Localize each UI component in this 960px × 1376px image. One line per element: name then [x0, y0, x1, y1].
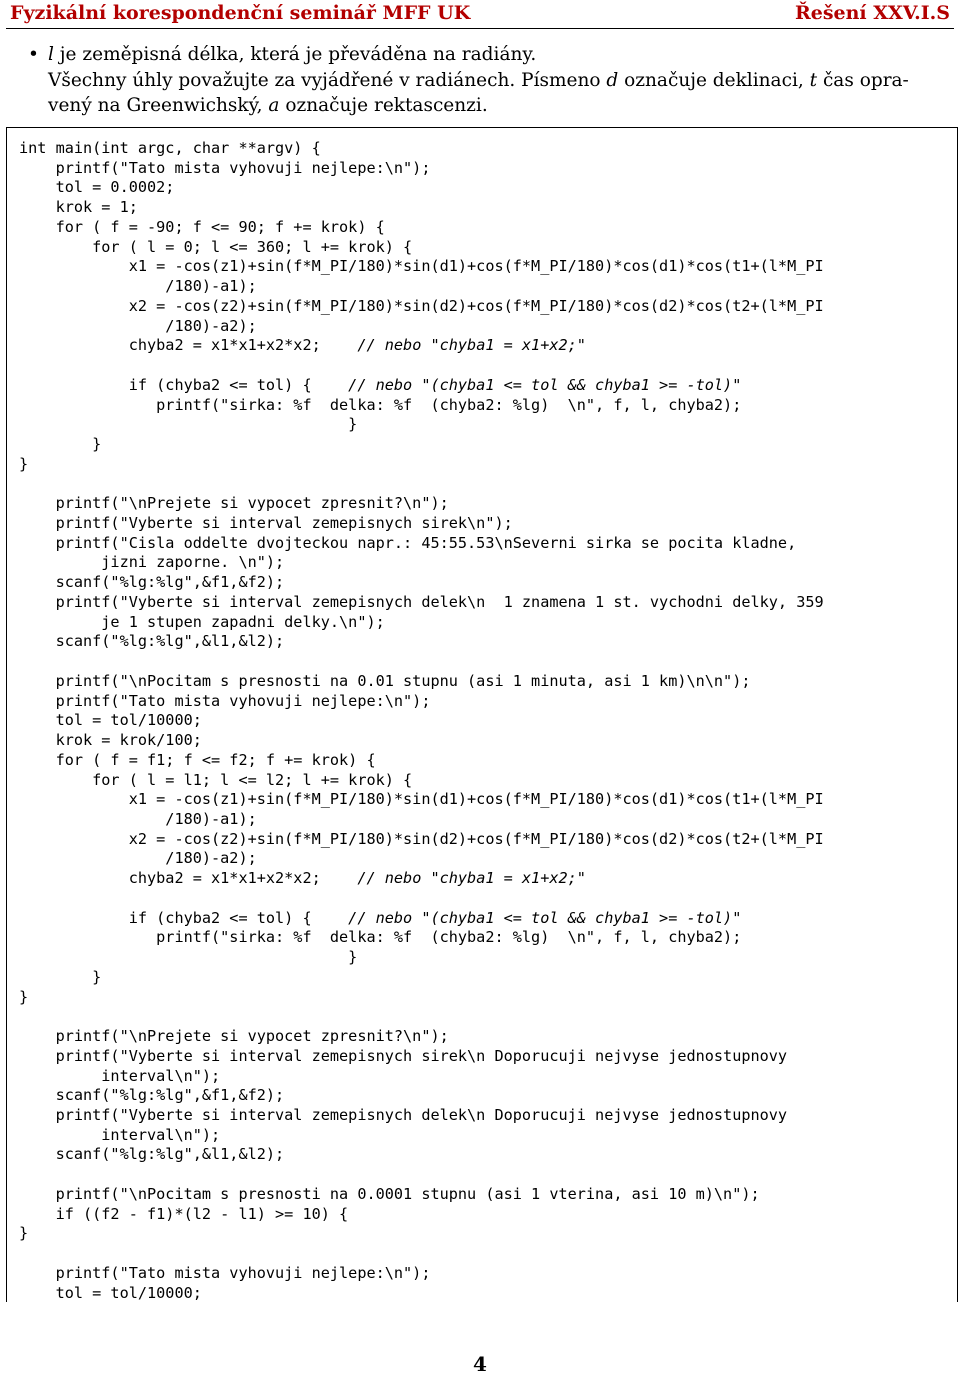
para-text-2: označuje deklinaci, [618, 70, 810, 91]
code-line [19, 849, 824, 869]
code-text: for ( l = l1; l <= l2; l += krok) { [19, 770, 413, 789]
code-line [19, 909, 824, 929]
code-line [19, 1165, 824, 1185]
para-text-4: vený na Greenwichský, [48, 95, 269, 116]
code-line [19, 1067, 824, 1087]
code-line [19, 928, 824, 948]
code-line [19, 1284, 824, 1304]
code-line [19, 613, 824, 633]
code-text: printf("Tato mista vyhovuji nejlepe:\n"); [19, 691, 431, 710]
code-text: interval\n"); [19, 1066, 221, 1085]
code-text: scanf("%lg:%lg",&f1,&f2); [19, 573, 285, 592]
code-line [19, 297, 824, 317]
code-text: tol = tol/10000; [19, 711, 202, 730]
code-text: tol = tol/10000; [19, 1283, 202, 1302]
code-line [19, 474, 824, 494]
code-text: } [19, 1224, 29, 1243]
code-line [19, 1027, 824, 1047]
code-line [19, 731, 824, 751]
code-line [19, 1145, 824, 1165]
code-text: jizni zaporne. \n"); [19, 553, 285, 572]
code-text: /180)-a1); [19, 277, 257, 296]
code-line [19, 1106, 824, 1126]
code-line [19, 1007, 824, 1027]
code-line [19, 692, 824, 712]
code-text: printf("Cisla oddelte dvojteckou napr.: 45:55.53\nSeverni sirka se pocita kladne, [19, 533, 797, 552]
code-text: printf("Tato mista vyhovuji nejlepe:\n"); [19, 1263, 431, 1282]
code-line [19, 218, 824, 238]
code-comment: // nebo "chyba1 = x1+x2;" [357, 869, 586, 888]
code-line [19, 632, 824, 652]
code-line [19, 455, 824, 475]
code-line [19, 553, 824, 573]
code-text: printf("Vyberte si interval zemepisnych sirek\n"); [19, 513, 513, 532]
code-line [19, 198, 824, 218]
code-text: } [19, 415, 358, 434]
code-text: printf("\nPocitam s presnosti na 0.01 stupnu (asi 1 minuta, asi 1 km)\n\n"); [19, 671, 751, 690]
para-text-1: Všechny úhly považujte za vyjádřené v radiánech. Písmeno [48, 70, 607, 91]
code-text: x2 = -cos(z2)+sin(f*M_PI/180)*sin(d2)+cos(f*M_PI/180)*cos(d2)*cos(t2+(l*M_PI [19, 296, 824, 315]
code-comment: // nebo "(chyba1 <= tol && chyba1 >= -tol)" [348, 908, 742, 927]
bullet-text: je zeměpisná délka, která je převáděna na radiány. [53, 44, 537, 65]
code-line [19, 771, 824, 791]
code-line [19, 514, 824, 534]
code-line [19, 277, 824, 297]
bullet-variable: l [48, 44, 54, 65]
paragraph-angles [48, 68, 950, 118]
code-text: if (chyba2 <= tol) { [19, 375, 349, 394]
header-seminar-title: Fyzikální korespondenční seminář MFF UK [10, 2, 471, 24]
code-line [19, 1264, 824, 1284]
code-line [19, 1047, 824, 1067]
code-line [19, 790, 824, 810]
code-text: scanf("%lg:%lg",&f1,&f2); [19, 1086, 285, 1105]
code-text: int main(int argc, char **argv) { [19, 139, 321, 157]
code-line [19, 415, 824, 435]
code-text: } [19, 948, 358, 967]
code-line [19, 948, 824, 968]
para-text-5: označuje rektascenzi. [279, 95, 488, 116]
code-text: /180)-a1); [19, 809, 257, 828]
code-text: scanf("%lg:%lg",&l1,&l2); [19, 632, 285, 651]
code-line [19, 830, 824, 850]
code-line [19, 810, 824, 830]
code-text: printf("Vyberte si interval zemepisnych delek\n 1 znamena 1 st. vychodni delky, 359 [19, 592, 824, 611]
code-text: printf("sirka: %f delka: %f (chyba2: %lg) \n", f, l, chyba2); [19, 395, 742, 414]
code-line [19, 257, 824, 277]
code-text: if (chyba2 <= tol) { [19, 908, 349, 927]
intro-text [28, 41, 950, 118]
code-line [19, 238, 824, 258]
code-text: printf("\nPrejete si vypocet zpresnit?\n"); [19, 1027, 449, 1046]
code-text: } [19, 967, 102, 986]
code-line [19, 593, 824, 613]
code-line [19, 1244, 824, 1264]
code-text: for ( f = -90; f <= 90; f += krok) { [19, 217, 385, 236]
code-text: tol = 0.0002; [19, 178, 175, 197]
code-line [19, 988, 824, 1008]
code-line [19, 1126, 824, 1146]
code-line [19, 356, 824, 376]
code-line [19, 1086, 824, 1106]
code-text: for ( f = f1; f <= f2; f += krok) { [19, 750, 376, 769]
code-listing [19, 139, 824, 1303]
code-line [19, 573, 824, 593]
code-line [19, 751, 824, 771]
code-line [19, 435, 824, 455]
code-text: scanf("%lg:%lg",&l1,&l2); [19, 1145, 285, 1164]
code-line [19, 494, 824, 514]
para-text-3: čas opra- [817, 70, 909, 91]
code-line [19, 396, 824, 416]
code-line [19, 336, 824, 356]
code-text: x1 = -cos(z1)+sin(f*M_PI/180)*sin(d1)+cos(f*M_PI/180)*cos(d1)*cos(t1+(l*M_PI [19, 790, 824, 809]
code-line [19, 376, 824, 396]
code-text: } [19, 987, 29, 1006]
code-text: chyba2 = x1*x1+x2*x2; [19, 336, 358, 355]
bullet-item [28, 41, 950, 68]
code-line [19, 178, 824, 198]
code-text: printf("\nPocitam s presnosti na 0.0001 stupnu (asi 1 vterina, asi 10 m)\n"); [19, 1184, 760, 1203]
code-comment: // nebo "(chyba1 <= tol && chyba1 >= -tol)" [348, 375, 742, 394]
code-line [19, 534, 824, 554]
code-text: je 1 stupen zapadni delky.\n"); [19, 612, 385, 631]
code-text: printf("Tato mista vyhovuji nejlepe:\n"); [19, 158, 431, 177]
code-line [19, 159, 824, 179]
code-text: printf("Vyberte si interval zemepisnych delek\n Doporucuji nejvyse jednostupnovy [19, 1105, 788, 1124]
code-text: } [19, 454, 29, 473]
code-line [19, 1185, 824, 1205]
para-var-t: t [809, 70, 818, 91]
para-var-a: a [268, 95, 280, 116]
code-text: /180)-a2); [19, 849, 257, 868]
code-line [19, 139, 824, 159]
running-header [6, 0, 954, 29]
code-text: /180)-a2); [19, 316, 257, 335]
page-number: 4 [473, 1352, 487, 1376]
code-text: krok = krok/100; [19, 731, 202, 750]
code-line [19, 968, 824, 988]
code-text: x2 = -cos(z2)+sin(f*M_PI/180)*sin(d2)+cos(f*M_PI/180)*cos(d2)*cos(t2+(l*M_PI [19, 829, 824, 848]
para-var-d: d [606, 70, 619, 91]
code-line [19, 317, 824, 337]
code-text: chyba2 = x1*x1+x2*x2; [19, 869, 358, 888]
code-line [19, 869, 824, 889]
code-text: if ((f2 - f1)*(l2 - l1) >= 10) { [19, 1204, 349, 1223]
code-listing-box [6, 127, 958, 1302]
code-line [19, 1224, 824, 1244]
code-text: printf("sirka: %f delka: %f (chyba2: %lg) \n", f, l, chyba2); [19, 928, 742, 947]
code-line [19, 672, 824, 692]
code-line [19, 889, 824, 909]
code-text: printf("\nPrejete si vypocet zpresnit?\n"); [19, 494, 449, 513]
code-text: for ( l = 0; l <= 360; l += krok) { [19, 237, 413, 256]
code-text: } [19, 435, 102, 454]
code-text: interval\n"); [19, 1125, 221, 1144]
code-comment: // nebo "chyba1 = x1+x2;" [357, 336, 586, 355]
header-solution-label: Řešení XXV.I.S [794, 2, 950, 24]
code-line [19, 652, 824, 672]
code-line [19, 1205, 824, 1225]
code-line [19, 711, 824, 731]
code-text: x1 = -cos(z1)+sin(f*M_PI/180)*sin(d1)+cos(f*M_PI/180)*cos(d1)*cos(t1+(l*M_PI [19, 257, 824, 276]
code-text: krok = 1; [19, 198, 138, 217]
code-text: printf("Vyberte si interval zemepisnych sirek\n Doporucuji nejvyse jednostupnovy [19, 1046, 788, 1065]
